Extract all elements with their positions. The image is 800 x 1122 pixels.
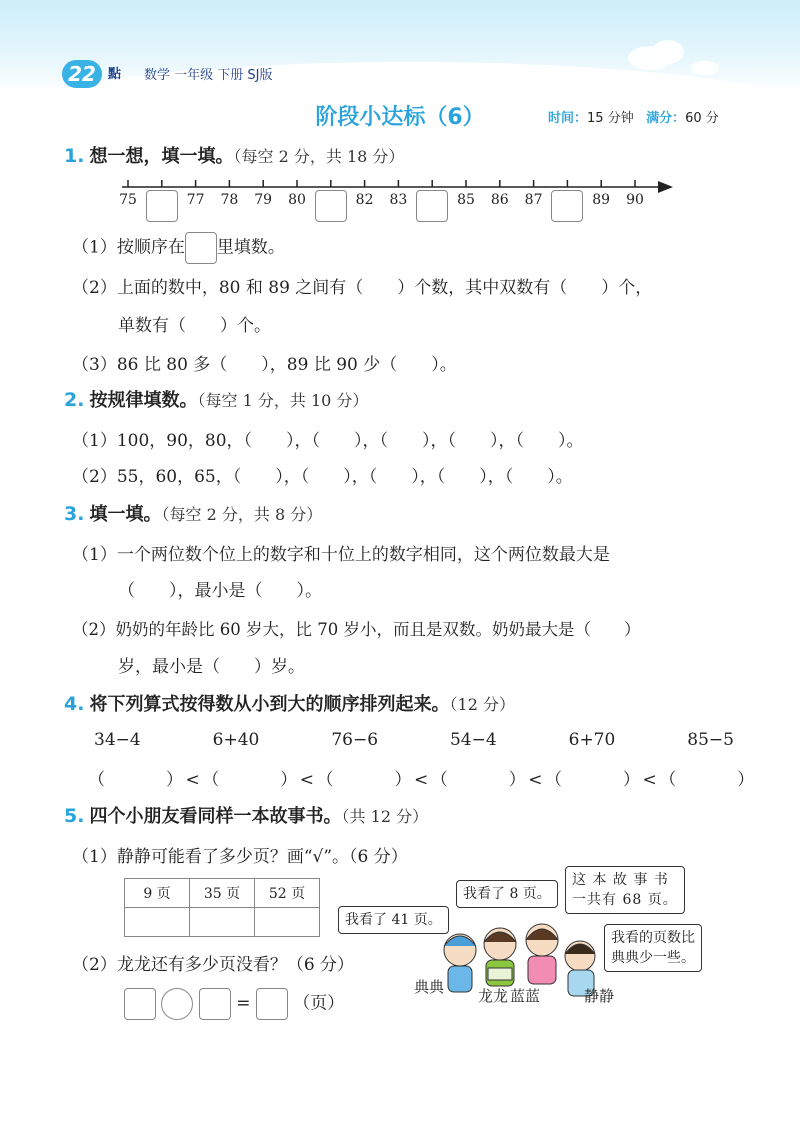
equation-box[interactable] [124,988,156,1020]
result-box[interactable] [256,988,288,1020]
book-info: 数学 一年级 下册 SJ版 [144,68,273,83]
time-label: 时间： [548,111,588,126]
operator-circle[interactable] [161,988,193,1020]
equation-box[interactable] [199,988,231,1020]
tick-label: 82 [355,192,374,208]
q5-number: 5. [64,805,85,827]
unit-label: （页） [293,993,345,1014]
score-label: 满分： [646,111,686,126]
score-value: 60 分 [685,111,719,126]
expr: 76−6 [331,730,379,750]
tick-label: 75 [119,192,137,208]
q3-number: 3. [64,503,85,525]
q5-part2: （2）龙龙还有多少页没看？（6 分） [72,955,355,975]
q4-score: （12 分） [449,695,515,714]
q4-title: 将下列算式按得数从小到大的顺序排列起来。 [89,694,450,715]
name-lanlan: 蓝蓝 [510,987,541,1005]
number-line-answer-box[interactable] [146,190,178,222]
expr: 54−4 [449,730,497,750]
number-line-answer-box[interactable] [416,190,448,222]
q3-line2a: （2）奶奶的年龄比 60 岁大，比 70 岁小，而且是双数。奶奶最大是（ ） [72,620,641,639]
q1-part1-text-a: （1）按顺序在 [72,237,185,258]
q5-title: 四个小朋友看同样一本故事书。 [89,806,342,827]
tick-label: 80 [288,192,306,208]
number-line-answer-box[interactable] [315,190,347,222]
tick-label: 86 [490,192,509,208]
child-lanlan-icon [526,924,558,984]
q2-number: 2. [64,389,85,411]
tick-label: 87 [524,192,543,208]
speech-bubble-lanlan: 这 本 故 事 书 一共有 68 页。 [565,866,685,914]
brand-logo: 點 [108,67,122,82]
table-header: 9 页 [125,879,190,908]
q5-heading [64,802,428,828]
tick-label: 78 [220,192,239,208]
tick-label: 79 [254,192,273,208]
cloud-icon [620,30,730,80]
q1-title: 想一想，填一填。 [89,146,234,167]
check-cell[interactable] [255,908,320,937]
speech-bubble-diandian: 我看了 41 页。 [338,906,449,934]
tick-label: 85 [457,192,475,208]
page-number: 22 [62,60,102,88]
q3-score: （每空 2 分，共 8 分） [161,505,323,524]
q4-heading [64,690,515,716]
q3-heading [64,500,322,526]
answer-box-sample [185,232,217,264]
table-header: 52 页 [255,879,320,908]
speech-bubble-jingjing: 我看的页数比 典典少一些。 [604,924,702,972]
q3-line1a: （1）一个两位数个位上的数字和十位上的数字相同，这个两位数最大是 [72,545,610,565]
q1-part3: （3）86 比 80 多（ ），89 比 90 少（ ）。 [72,355,457,375]
q2-line1: （1）100，90，80，（ ），（ ），（ ），（ ），（ ）。 [72,431,584,451]
tick-label: 77 [186,192,205,208]
q3-line2b: 岁，最小是（ ）岁。 [118,657,305,677]
number-line-answer-box[interactable] [551,190,583,222]
q1-part2-line1: （2）上面的数中，80 和 89 之间有（ ）个数，其中双数有（ ）个， [72,278,653,298]
q3-line1b: （ ），最小是（ ）。 [118,581,322,601]
name-diandian: 典典 [414,978,445,996]
table-header: 35 页 [190,879,255,908]
q1-score: （每空 2 分，共 18 分） [233,147,405,166]
q2-title: 按规律填数。 [89,390,198,411]
child-diandian-icon [444,934,476,992]
q2-score: （每空 1 分，共 10 分） [197,391,369,410]
child-longlong-icon [484,928,516,986]
page-title: 阶段小达标（6） [315,105,485,130]
expr: 85−5 [687,730,734,750]
q5-score: （共 12 分） [341,807,429,826]
q1-heading [64,142,404,168]
q1-number: 1. [64,145,85,167]
q4-number: 4. [64,693,85,715]
name-jingjing: 静静 [584,987,615,1005]
tick-label: 90 [626,192,644,208]
time-value: 15 分钟 [587,111,634,126]
expr: 6+70 [568,730,616,750]
q1-part1 [72,232,285,264]
equals-sign: = [236,993,251,1014]
name-longlong: 龙龙 [478,987,509,1005]
pages-table [124,878,320,937]
tick-label: 89 [592,192,611,208]
q5-part1: （1）静静可能看了多少页？画“√”。（6 分） [72,847,408,867]
q1-part1-text-b: 里填数。 [216,237,285,258]
q2-line2: （2）55，60，65，（ ），（ ），（ ），（ ），（ ）。 [72,467,573,487]
q2-heading [64,386,368,412]
q4-order: （ ）<（ ）<（ ）<（ ）<（ ）<（ ） [88,770,757,790]
expr: 6+40 [212,730,260,750]
speech-bubble-longlong: 我看了 8 页。 [456,880,558,908]
q1-part2-line2: 单数有（ ）个。 [118,316,271,336]
q3-title: 填一填。 [89,504,162,525]
tick-label: 83 [389,192,408,208]
check-cell[interactable] [125,908,190,937]
q4-expressions [94,730,734,750]
time-info [548,107,719,126]
expr: 34−4 [94,730,141,750]
check-cell[interactable] [190,908,255,937]
equation [124,988,344,1020]
